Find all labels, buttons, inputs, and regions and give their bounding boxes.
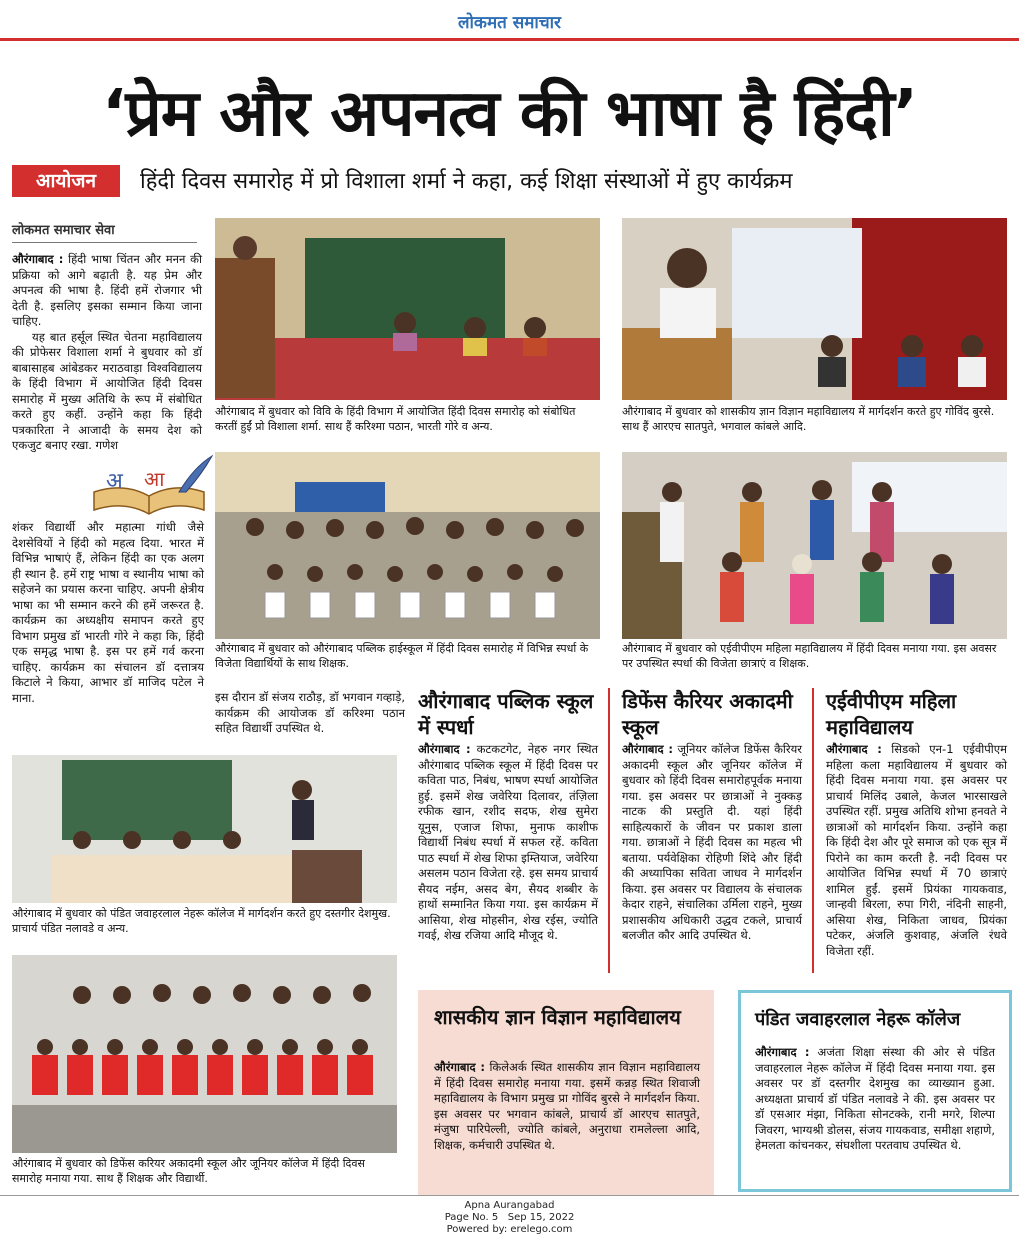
- main-p2: यह बात हर्सूल स्थित चेतना महाविद्यालय की प्रोफेसर विशाला शर्मा ने बुधवार को डॉ बाबासाहब आंबेडकर मराठवाड़ा विश्वविद्यालय के हिंदी विभाग में आयोजित हिंदी दिवस समारोह में मुख्य अतिथि के रूप में संबोधित करते हुए कहीं. उन्होंने कहा कि हिंदी पत्रकारिता ने आजादी के समय देश को एकजुट बनाए रखा. गणेश: [12, 329, 203, 452]
- defence-story-title: डिफेंस कैरियर अकादमी स्कूल: [622, 689, 793, 739]
- aps-story-title: औरंगाबाद पब्लिक स्कूल में स्पर्धा: [418, 689, 594, 739]
- svg-text:आ: आ: [144, 467, 165, 491]
- photo-aevpm-winners: [622, 452, 1007, 639]
- defence-story-body: [622, 742, 802, 944]
- nehru-college-box: [738, 990, 1012, 1192]
- photo-defence-academy-students: [12, 955, 397, 1153]
- aps-text: कटकटगेट, नेहरु नगर स्थित औरंगाबाद पब्लिक स्कूल में हिंदी दिवस पर कविता पाठ, निबंध, भाषण स्पर्धा आयोजित हुई. इसमें शेख जवेरिया दिलावर, तंज़िला रफीक खान, रशीद सदफ, शेख सुमेरा यूनुस, एजाज शिफा, मुनाफ काशीफ विद्यार्थी निबंध स्पर्धा में सफल रहें. कविता पाठ स्पर्धा में शेख शिफा इम्तियाज, जवेरिया असलम पठान विजेता रहे. इस समय प्राचार्य सैयद नईम, असद बेग, सैयद शब्बीर के हाथों सम्मानित किया गया. इस कार्यक्रम में आसिया, शेख मोहसीन, शेख रईस, ज्योति गवई, शेख रजिया आदि मौजूद थे.: [418, 742, 598, 942]
- main-dateline: औरंगाबाद :: [12, 252, 64, 266]
- nehru-story-body: [755, 1045, 995, 1154]
- aps-dateline: औरंगाबाद :: [418, 742, 471, 756]
- footer: [0, 1200, 1019, 1236]
- gyan-text: किलेअर्क स्थित शासकीय ज्ञान विज्ञान महाविद्यालय में हिंदी दिवस समारोह मनाया गया. इसमें कन्नड़ स्थित शिवाजी महाविद्यालय के विभाग प्रमुख प्रा गोविंद बुरसे ने मार्गदर्शन किया. इस अवसर पर भगवान कांबले, प्राचार्य डॉ आरएच सातपुते, मंजुषा पारिपेल्ली, ज्योति कांबले, अनुराधा रामलेल्ला आदि, शिक्षक, कर्मचारी उपस्थित थे.: [434, 1060, 701, 1152]
- gyan-story-title: शासकीय ज्ञान विज्ञान महाविद्यालय: [434, 1005, 681, 1029]
- gyan-vigyan-box: [418, 990, 714, 1196]
- section-tag: आयोजन: [12, 165, 120, 197]
- gyan-story-body: [434, 1060, 700, 1153]
- headline: ‘प्रेम और अपनत्व की भाषा है हिंदी’: [102, 77, 917, 151]
- photo-aps-winners: [215, 452, 600, 639]
- masthead-rule: [0, 38, 1019, 41]
- main-p4: इस दौरान डॉ संजय राठौड़, डॉ भगवान गव्हाड़े, कार्यक्रम की आयोजक डॉ करिश्मा पठान सहित विद्यार्थी उपस्थित थे.: [215, 690, 405, 735]
- column-rule-1: [608, 688, 610, 973]
- gyan-dateline: औरंगाबाद :: [434, 1060, 485, 1074]
- nehru-dateline: औरंगाबाद :: [755, 1045, 810, 1059]
- aevpm-story-title: एईवीपीएम महिला महाविद्यालय: [826, 689, 957, 739]
- subheadline: हिंदी दिवस समारोह में प्रो विशाला शर्मा ने कहा, कई शिक्षा संस्थाओं में हुए कार्यक्रम: [140, 169, 793, 194]
- footer-publication: Apna Aurangabad: [464, 1200, 555, 1211]
- column-rule-2: [812, 688, 814, 973]
- main-story-part1: [12, 252, 202, 454]
- main-p3: शंकर विद्यार्थी और महात्मा गांधी जैसे देशसेवियों ने हिंदी को महत्व दिया. भारत में विभिन्न भाषाएं हैं, लेकिन हिंदी का एक अलग ही स्थान है. हमें राष्ट्र भाषा व स्थानीय भाषा को सहेजने का प्रयास करना चाहिए. अपनी क्षेत्रीय भाषा का भी सम्मान करने की हमें जरूरत है. कार्यक्रम का अध्यक्षीय समापन करते हुए विभाग प्रमुख डॉ भारती गोरे ने कहा कि, हिंदी एक समृद्ध भाषा है. इस पर हमें गर्व करना चाहिए. कार्यक्रम का संचालन डॉ दत्तात्रय किटाले ने किया, आभार डॉ माजिद पटेल ने माना.: [12, 520, 204, 705]
- caption-photo2: औरंगाबाद में बुधवार को शासकीय ज्ञान विज्ञान महाविद्यालय में मार्गदर्शन करते हुए गोविंद बुरसे. साथ हैं आरएच सातपुते, भगवाल कांबले आदि.: [622, 405, 995, 433]
- aps-story-body: [418, 742, 598, 944]
- photo-nehru-college-event: [12, 755, 397, 903]
- aevpm-dateline: औरंगाबाद :: [826, 742, 882, 756]
- photo-gyan-vigyan-event: [622, 218, 1007, 400]
- book-quill-illustration: [84, 452, 214, 518]
- caption-photo3: औरंगाबाद में बुधवार को औरंगाबाद पब्लिक हाईस्कूल में हिंदी दिवस समारोह में विभिन्न स्पर्धा के विजेता विद्यार्थियों के साथ शिक्षक.: [215, 642, 589, 670]
- nehru-story-title: पंडित जवाहरलाल नेहरू कॉलेज: [755, 1009, 961, 1030]
- byline: लोकमत समाचार सेवा: [12, 220, 197, 243]
- caption-photo1: औरंगाबाद में बुधवार को विवि के हिंदी विभाग में आयोजित हिंदी दिवस समारोह को संबोधित करतीं हुईं प्रो विशाला शर्मा. साथ हैं करिश्मा पठान, भारती गोरे व अन्य.: [215, 405, 576, 433]
- footer-rule: [0, 1195, 1019, 1196]
- caption-photo6: औरंगाबाद में बुधवार को डिफेंस करियर अकादमी स्कूल और जूनियर कॉलेज में हिंदी दिवस समारोह मनाया गया. साथ हैं शिक्षक और विद्यार्थी.: [12, 1157, 365, 1185]
- aevpm-story-body: [826, 742, 1007, 959]
- footer-powered-by: Powered by: erelego.com: [446, 1224, 573, 1235]
- caption-photo5: औरंगाबाद में बुधवार को पंडित जवाहरलाल नेहरू कॉलेज में मार्गदर्शन करते हुए दस्तगीर देशमुख. प्राचार्य पंडित नलावडे व अन्य.: [12, 907, 391, 935]
- main-p1: हिंदी भाषा चिंतन और मनन की प्रक्रिया को आगे बढ़ाती है. यह प्रेम और अपनत्व की भाषा है. हिंदी हमें रोजगार भी देती है. इसलिए इसका सम्मान किया जाना चाहिए.: [12, 252, 202, 328]
- main-story-part3: [215, 690, 405, 737]
- nehru-text: अजंता शिक्षा संस्था की ओर से पंडित जवाहरलाल नेहरू कॉलेज में हिंदी दिवस मनाया गया. इस अवसर पर डॉ दस्तगीर देशमुख का व्याख्यान हुआ. अध्यक्षता प्राचार्य डॉ पंडित नलावडे ने की. इस अवसर पर डॉ एसआर मंझा, निकिता सोनटक्के, रानी मगरे, शिल्पा जिवरग, भाग्यश्री डोलस, संजय गायकवाड, समीक्षा शहाणे, हेमलता कांचनकर, संघशीला परतवाघ उपस्थित थे.: [755, 1045, 996, 1152]
- footer-page-date: Page No. 5 Sep 15, 2022: [444, 1212, 575, 1223]
- svg-text:अ: अ: [106, 469, 123, 494]
- photo-hindi-dept-event: [215, 218, 600, 400]
- caption-photo4: औरंगाबाद में बुधवार को एईवीपीएम महिला महाविद्यालय में हिंदी दिवस मनाया गया. इस अवसर पर उपस्थित स्पर्धा की विजेता छात्राएं व शिक्षक.: [622, 642, 997, 670]
- masthead: लोकमत समाचार: [458, 13, 561, 33]
- defence-dateline: औरंगाबाद :: [622, 742, 673, 756]
- aevpm-text: सिडको एन-1 एईवीपीएम महिला कला महाविद्यालय में बुधवार को हिंदी दिवस मनाया गया. इस अवसर पर प्राचार्य मिलिंद उबाले, केजल भारसाखले उपस्थित रहीं. प्रमुख अतिथि शोभा हनवते ने छात्राओं को मार्गदर्शन किया. उन्होंने कहा कि हिंदी देश और पूरे समाज को एक सूत्र में पिरोने का काम करती है. नदी दिवस पर आयोजित विभिन्न स्पर्धा में 70 छात्राएं शामिल हुईं. इसमें प्रियंका गायकवाड, जान्हवी बिरला, रुपा गिरी, नंदिनी साहनी, असिया शेख, निकिता जाधव, प्रियंका पटेकर, अंजलि कुशवाह, अंजलि रंधवे विजेता रहीं.: [826, 742, 1007, 958]
- main-story-part2: [12, 520, 204, 706]
- defence-text: जूनियर कॉलेज डिफेंस कैरियर अकादमी स्कूल और जूनियर कॉलेज में बुधवार को हिंदी दिवस समारोहपूर्वक मनाया गया. इस अवसर पर छात्राओं ने नुक्कड़ नाटक की प्रस्तुति दी. यहां हिंदी साहित्यकारों के जीवन पर प्रकाश डाला गया. छात्राओं ने हिंदी दिवस का महत्व भी बताया. पर्यवेक्षिका रोहिणी शिंदे और हिंदी की अध्यापिका सविता जाधव ने मार्गदर्शन किया. इस अवसर पर विद्यालय के संचालक केदार राहने, संचालिका उर्मिला राहने, मुख्य प्रशासकीय अधिकारी उद्धव टकले, प्राचार्य बलजीत कौर आदि उपस्थित थे.: [622, 742, 802, 942]
